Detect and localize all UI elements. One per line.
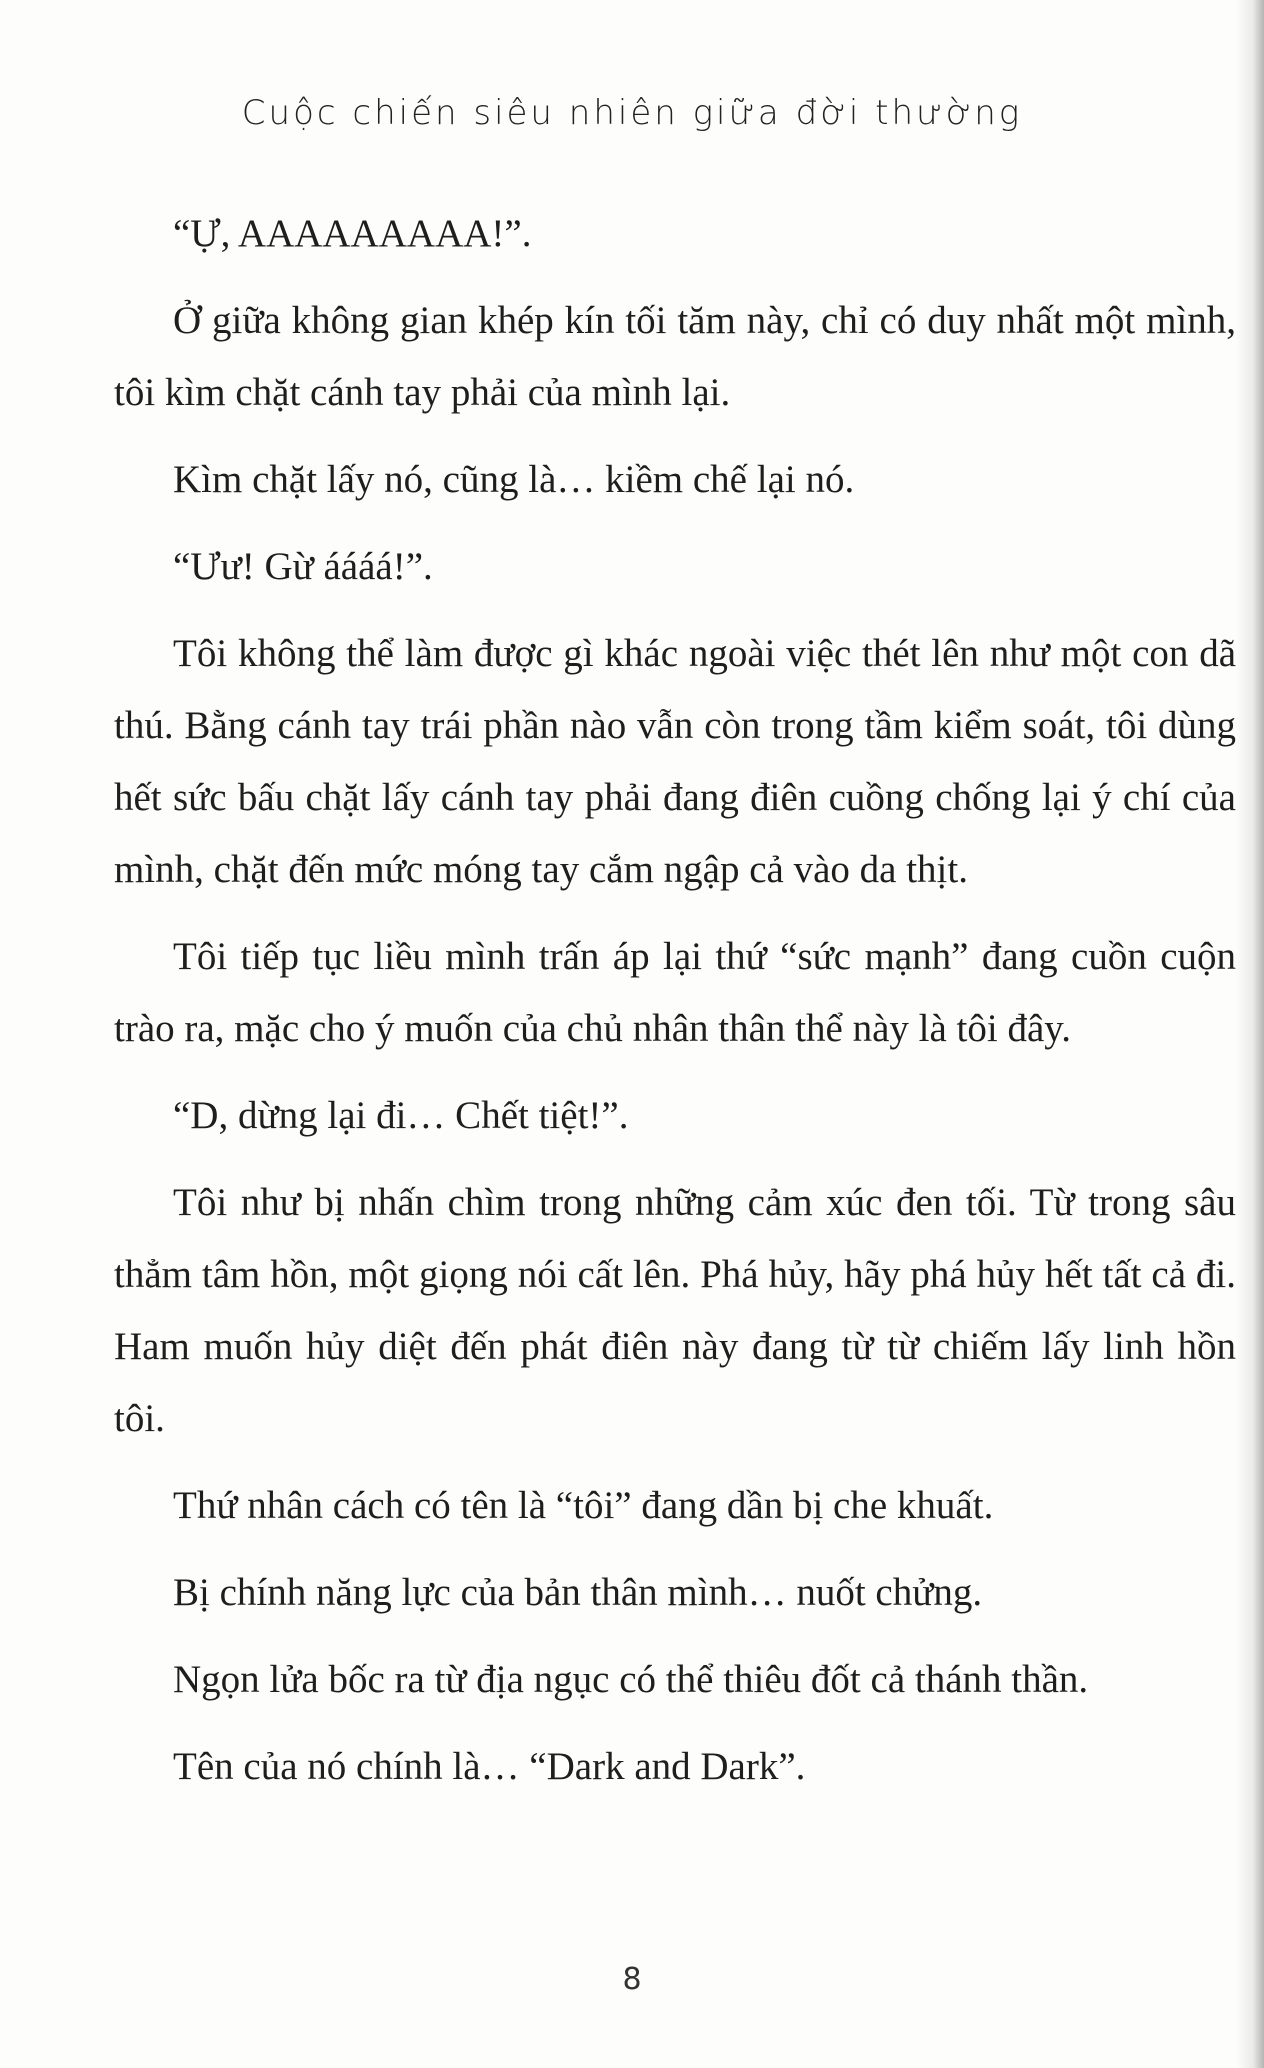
body-text — [114, 198, 1236, 1803]
paragraph: “Ự, AAAAAAAAA!”. — [173, 212, 532, 255]
page-edge-shadow — [1236, 0, 1264, 2068]
paragraph: Ở giữa không gian khép kín tối tăm này, chỉ có duy nhất một mình, tôi kìm chặt cánh tay phải của mình lại. — [114, 299, 1236, 414]
paragraph: Tôi không thể làm được gì khác ngoài việc thét lên như một con dã thú. Bằng cánh tay trái phần nào vẫn còn trong tầm kiểm soát, tôi dùng hết sức bấu chặt lấy cánh tay phải đang điên cuồng chống lại ý chí của mình, chặt đến mức móng tay cắm ngập cả vào da thịt. — [114, 632, 1236, 891]
paragraph: Thứ nhân cách có tên là “tôi” đang dần bị che khuất. — [173, 1484, 994, 1527]
paragraph: Bị chính năng lực của bản thân mình… nuốt chửng. — [173, 1571, 983, 1614]
paragraph: Ngọn lửa bốc ra từ địa ngục có thể thiêu đốt cả thánh thần. — [173, 1658, 1089, 1701]
paragraph: Tôi như bị nhấn chìm trong những cảm xúc đen tối. Từ trong sâu thẳm tâm hồn, một giọng nói cất lên. Phá hủy, hãy phá hủy hết tất cả đi. Ham muốn hủy diệt đến phát điên này đang từ từ chiếm lấy linh hồn tôi. — [114, 1181, 1236, 1440]
paragraph: Tên của nó chính là… “Dark and Dark”. — [173, 1745, 806, 1788]
running-header: Cuộc chiến siêu nhiên giữa đời thường — [241, 93, 1023, 133]
paragraph: Kìm chặt lấy nó, cũng là… kiềm chế lại nó. — [173, 458, 855, 501]
paragraph: Tôi tiếp tục liều mình trấn áp lại thứ “sức mạnh” đang cuồn cuộn trào ra, mặc cho ý muốn của chủ nhân thân thể này là tôi đây. — [114, 935, 1236, 1050]
paragraph: “Ưư! Gừ áááá!”. — [173, 545, 433, 588]
page-number: 8 — [622, 1962, 642, 1997]
paragraph: “D, dừng lại đi… Chết tiệt!”. — [173, 1094, 629, 1137]
